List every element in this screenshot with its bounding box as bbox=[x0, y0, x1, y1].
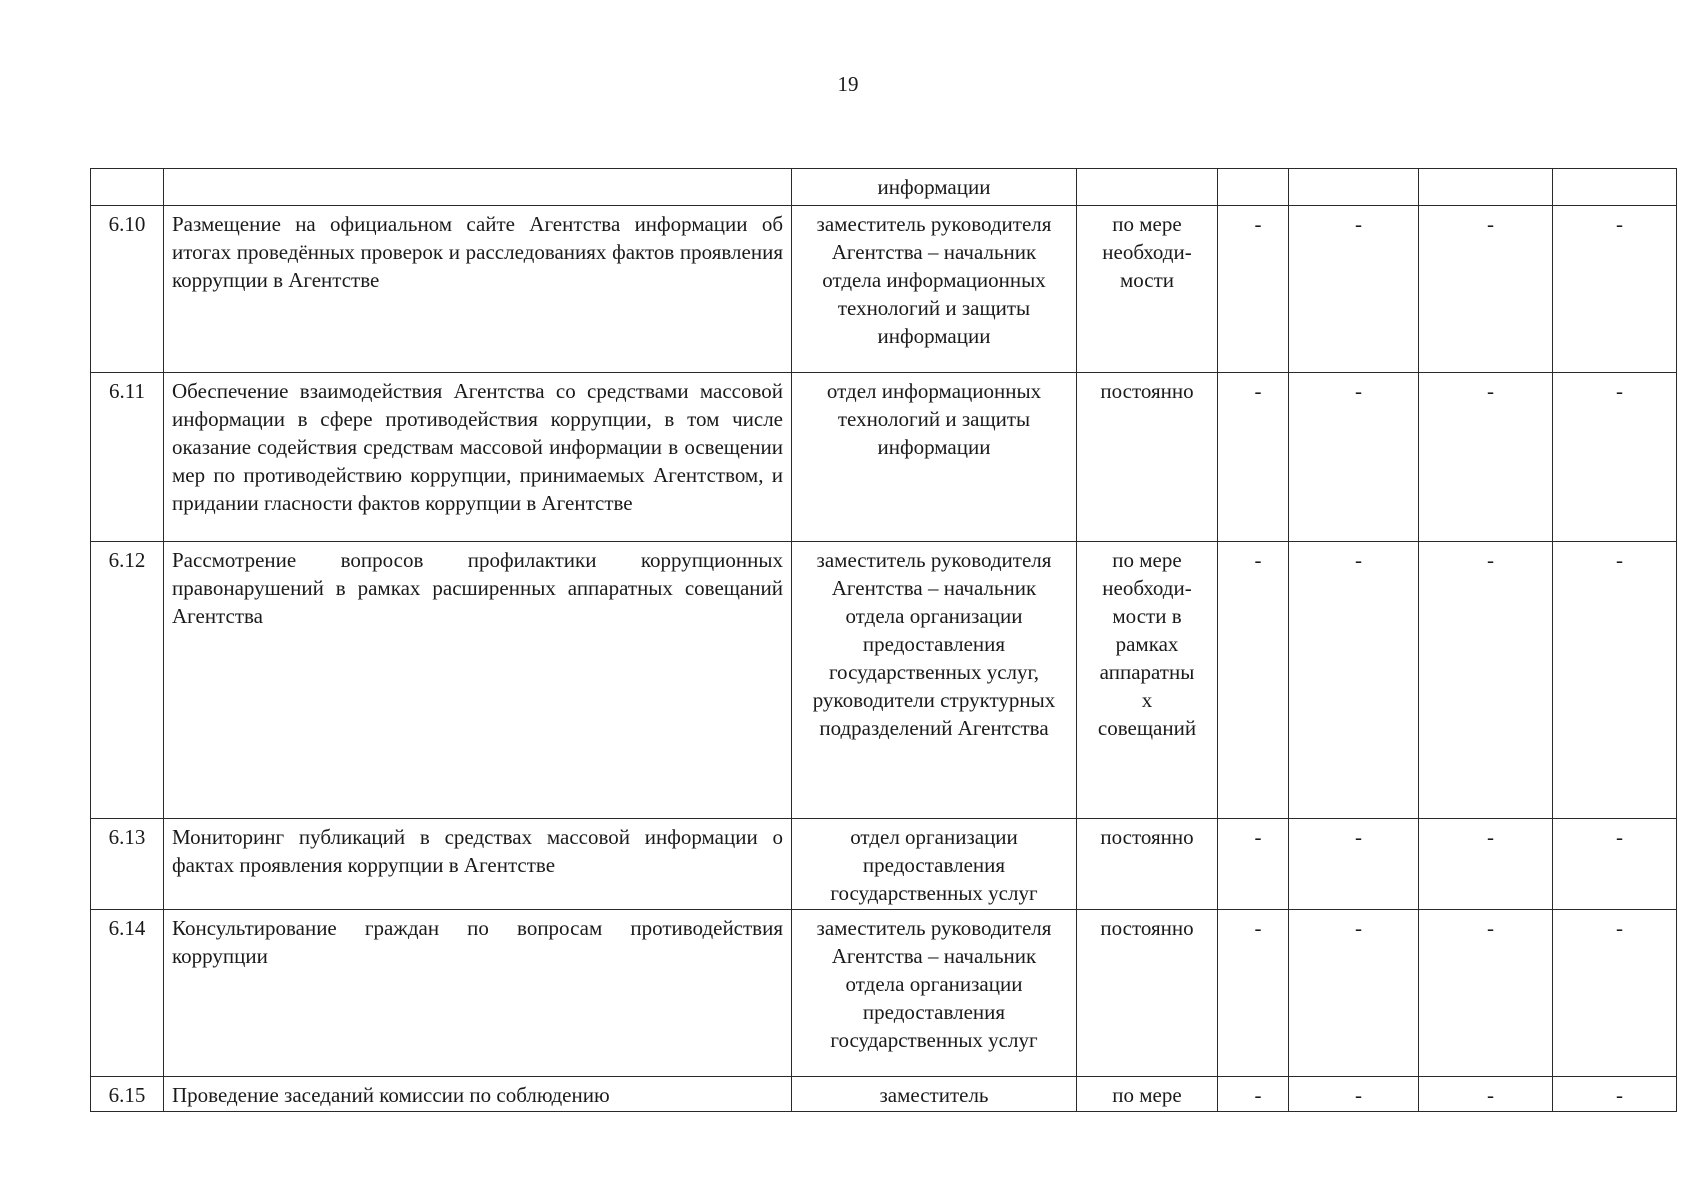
dash-mark: - bbox=[1355, 548, 1362, 572]
dash-cell bbox=[1419, 1077, 1553, 1112]
measure-description: Рассмотрение вопросов профилактики коррупционных правонарушений в рамках расширенных аппаратных совещаний Агентства bbox=[164, 542, 792, 819]
table-row bbox=[91, 206, 1677, 373]
page-number: 19 bbox=[837, 72, 859, 96]
row-number: 6.15 bbox=[91, 1077, 164, 1112]
dash-mark: - bbox=[1616, 212, 1623, 236]
row-number: 6.12 bbox=[91, 542, 164, 819]
dash-mark: - bbox=[1487, 548, 1494, 572]
responsible-executor: отдел информационных технологий и защиты информации bbox=[792, 373, 1077, 542]
dash-cell bbox=[1218, 910, 1289, 1077]
dash-mark: - bbox=[1355, 379, 1362, 403]
dash-cell bbox=[1289, 542, 1419, 819]
execution-term: постоянно bbox=[1077, 819, 1218, 910]
dash-cell bbox=[1553, 542, 1677, 819]
dash-cell bbox=[1218, 206, 1289, 373]
measure-description: Проведение заседаний комиссии по соблюдению bbox=[164, 1077, 792, 1112]
measure-description: Обеспечение взаимодействия Агентства со средствами массовой информации в сфере противодействия коррупции, в том числе оказание содействия средствам массовой информации в освещении мер по противодействию коррупции, принимаемых Агентством, и придании гласности фактов коррупции в Агентстве bbox=[164, 373, 792, 542]
dash-mark: - bbox=[1355, 1083, 1362, 1107]
dash-cell bbox=[1289, 373, 1419, 542]
dash-mark: - bbox=[1254, 1083, 1262, 1107]
dash-cell bbox=[1289, 910, 1419, 1077]
dash-cell bbox=[1218, 1077, 1289, 1112]
dash-mark: - bbox=[1487, 825, 1494, 849]
dash-mark: - bbox=[1487, 212, 1494, 236]
dash-cell bbox=[1419, 206, 1553, 373]
dash-mark: - bbox=[1616, 379, 1623, 403]
dash-mark: - bbox=[1487, 1083, 1494, 1107]
measure-description: Мониторинг публикаций в средствах массовой информации о фактах проявления коррупции в Агентстве bbox=[164, 819, 792, 910]
table-row bbox=[91, 819, 1677, 910]
dash-mark: - bbox=[1254, 212, 1262, 236]
dash-cell bbox=[1419, 910, 1553, 1077]
dash-cell bbox=[1218, 819, 1289, 910]
measure-description bbox=[164, 169, 792, 206]
dash-cell bbox=[1553, 206, 1677, 373]
row-number: 6.14 bbox=[91, 910, 164, 1077]
dash-mark: - bbox=[1254, 548, 1262, 572]
dash-cell bbox=[1553, 910, 1677, 1077]
execution-term: по мере необходи- мости в рамках аппаратны х совещаний bbox=[1077, 542, 1218, 819]
table-row bbox=[91, 1077, 1677, 1112]
dash-cell bbox=[1289, 206, 1419, 373]
dash-cell bbox=[1553, 1077, 1677, 1112]
dash-cell bbox=[1553, 373, 1677, 542]
measure-description: Размещение на официальном сайте Агентства информации об итогах проведённых проверок и расследованиях фактов проявления коррупции в Агентстве bbox=[164, 206, 792, 373]
dash-cell bbox=[1218, 373, 1289, 542]
dash-cell bbox=[1419, 373, 1553, 542]
execution-term: по мере bbox=[1077, 1077, 1218, 1112]
dash-cell bbox=[1419, 819, 1553, 910]
dash-mark: - bbox=[1487, 916, 1494, 940]
responsible-executor: заместитель bbox=[792, 1077, 1077, 1112]
execution-term: постоянно bbox=[1077, 373, 1218, 542]
dash-mark: - bbox=[1616, 548, 1623, 572]
dash-mark: - bbox=[1254, 379, 1262, 403]
extra-cell bbox=[1289, 169, 1419, 206]
dash-mark: - bbox=[1616, 1083, 1623, 1107]
table-row bbox=[91, 910, 1677, 1077]
table-row bbox=[91, 373, 1677, 542]
row-number: 6.10 bbox=[91, 206, 164, 373]
dash-mark: - bbox=[1616, 825, 1623, 849]
dash-cell bbox=[1289, 819, 1419, 910]
dash-mark: - bbox=[1355, 212, 1362, 236]
extra-cell bbox=[1218, 169, 1289, 206]
dash-mark: - bbox=[1487, 379, 1494, 403]
row-number: 6.13 bbox=[91, 819, 164, 910]
execution-term: по мере необходи- мости bbox=[1077, 206, 1218, 373]
dash-mark: - bbox=[1355, 825, 1362, 849]
responsible-executor: заместитель руководителя Агентства – начальник отдела организации предоставления государственных услуг, руководители структурных подразделений Агентства bbox=[792, 542, 1077, 819]
dash-mark: - bbox=[1254, 825, 1262, 849]
measure-description: Консультирование граждан по вопросам противодействия коррупции bbox=[164, 910, 792, 1077]
table-row bbox=[91, 542, 1677, 819]
table-row-continuation bbox=[91, 169, 1677, 206]
execution-term: постоянно bbox=[1077, 910, 1218, 1077]
dash-cell bbox=[1553, 819, 1677, 910]
execution-term bbox=[1077, 169, 1218, 206]
dash-cell bbox=[1218, 542, 1289, 819]
extra-cell bbox=[1419, 169, 1553, 206]
row-number bbox=[91, 169, 164, 206]
dash-cell bbox=[1419, 542, 1553, 819]
responsible-executor: заместитель руководителя Агентства – начальник отдела организации предоставления государственных услуг bbox=[792, 910, 1077, 1077]
responsible-executor: отдел организации предоставления государственных услуг bbox=[792, 819, 1077, 910]
dash-mark: - bbox=[1254, 916, 1262, 940]
dash-mark: - bbox=[1616, 916, 1623, 940]
measures-table bbox=[90, 168, 1677, 1112]
responsible-executor: заместитель руководителя Агентства – начальник отдела информационных технологий и защиты информации bbox=[792, 206, 1077, 373]
responsible-executor: информации bbox=[792, 169, 1077, 206]
dash-mark: - bbox=[1355, 916, 1362, 940]
extra-cell bbox=[1553, 169, 1677, 206]
dash-cell bbox=[1289, 1077, 1419, 1112]
row-number: 6.11 bbox=[91, 373, 164, 542]
